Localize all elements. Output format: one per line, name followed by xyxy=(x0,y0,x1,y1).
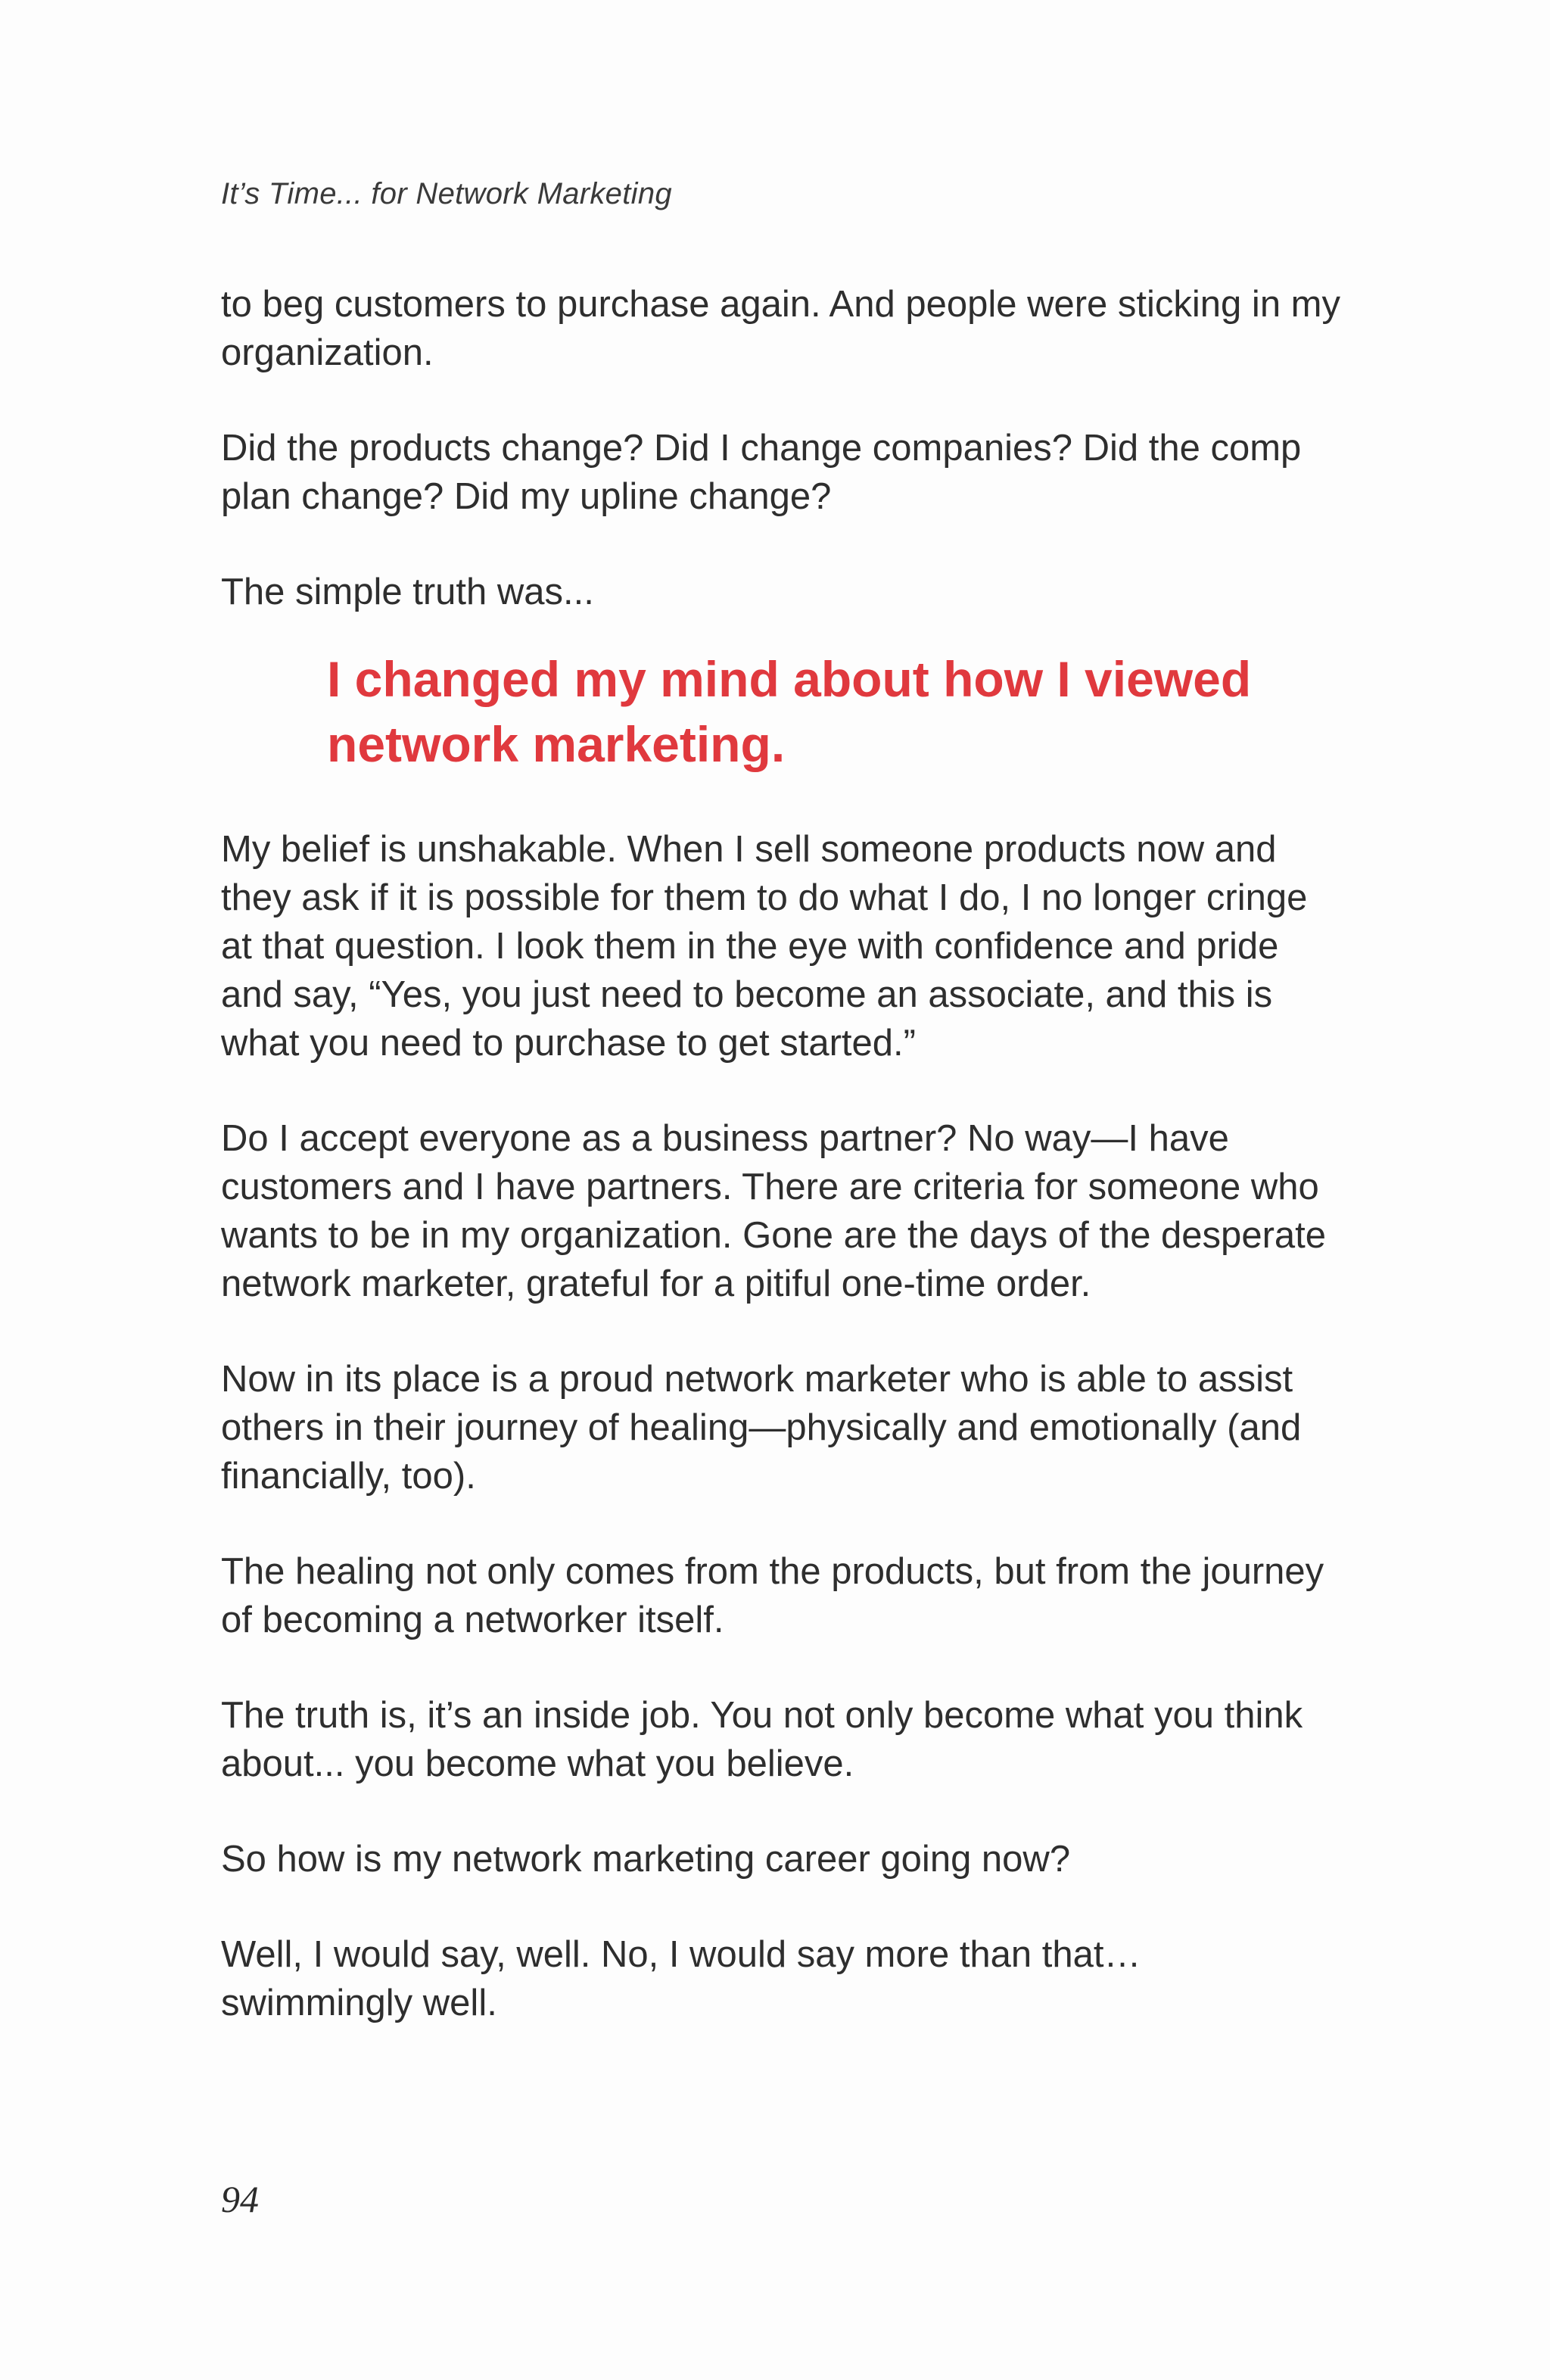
paragraph: Did the products change? Did I change companies? Did the comp plan change? Did my upline change? xyxy=(221,428,1302,517)
paragraph: The truth is, it’s an inside job. You not only become what you think about... you become what you believe. xyxy=(221,1695,1303,1784)
running-head-title: It’s Time... for Network Marketing xyxy=(221,177,672,210)
paragraph: So how is my network marketing career going now? xyxy=(221,1839,1071,1880)
page-body xyxy=(221,280,1341,2074)
paragraph: The healing not only comes from the products, but from the journey of becoming a networker itself. xyxy=(221,1551,1324,1640)
paragraph: My belief is unshakable. When I sell someone products now and they ask if it is possible for them to do what I do, I no longer cringe at that question. I look them in the eye with confidence and pride and say, “Yes, you just need to become an associate, and this is what you need to purchase to get started.” xyxy=(221,829,1308,1064)
paragraph: The simple truth was... xyxy=(221,572,594,612)
paragraph: Well, I would say, well. No, I would say more than that… swimmingly well. xyxy=(221,1934,1141,2023)
paragraph: Now in its place is a proud network marketer who is able to assist others in their journey of healing—physically and emotionally (and financially, too). xyxy=(221,1359,1302,1497)
paragraph: to beg customers to purchase again. And people were sticking in my organization. xyxy=(221,284,1340,373)
page-number: 94 xyxy=(221,2178,259,2220)
pull-quote-callout: I changed my mind about how I viewed network marketing. xyxy=(327,651,1252,772)
paragraph: Do I accept everyone as a business partner? No way—I have customers and I have partners. There are criteria for someone who wants to be in my organization. Gone are the days of the desperate network marketer, grateful for a pitiful one-time order. xyxy=(221,1118,1326,1304)
